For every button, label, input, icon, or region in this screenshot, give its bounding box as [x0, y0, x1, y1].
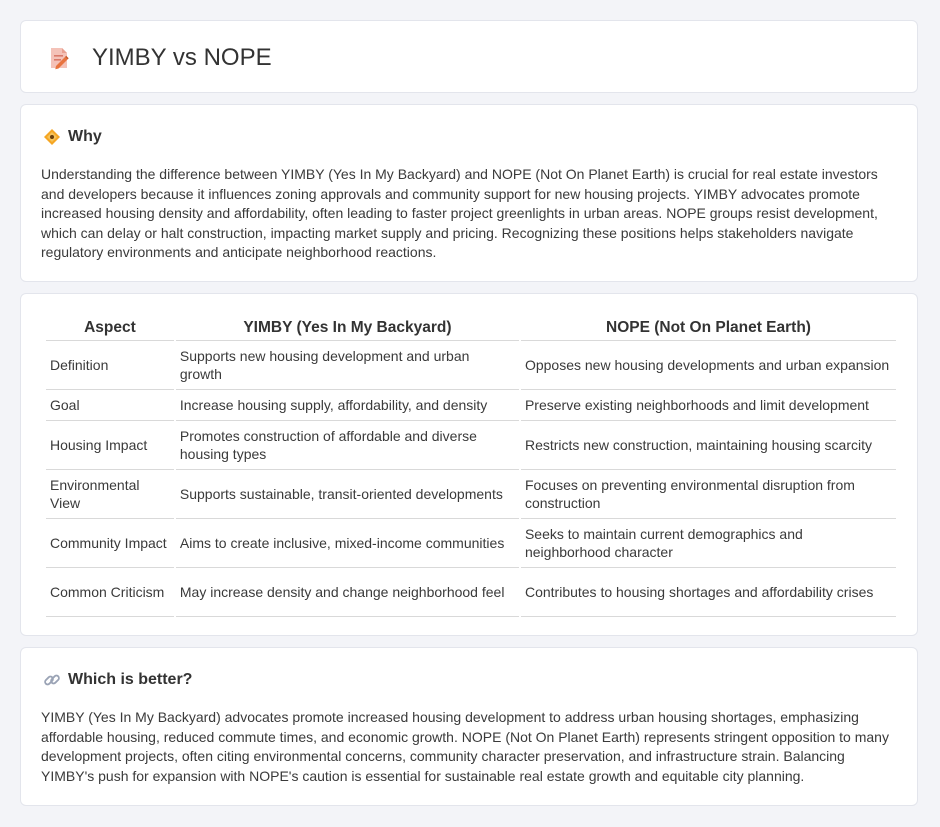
table-header-row — [46, 314, 896, 341]
table-row — [46, 421, 896, 470]
comparison-table — [44, 314, 898, 617]
aspect-cell: Community Impact — [46, 519, 174, 568]
better-heading: Which is better? — [68, 671, 193, 688]
aspect-cell: Definition — [46, 341, 174, 390]
page-title: YIMBY vs NOPE — [92, 44, 272, 71]
yimby-cell: May increase density and change neighborhood feel — [176, 568, 519, 617]
table-row — [46, 519, 896, 568]
yimby-cell: Increase housing supply, affordability, and density — [176, 390, 519, 421]
yimby-cell: Promotes construction of affordable and diverse housing types — [176, 421, 519, 470]
aspect-cell: Environmental View — [46, 470, 174, 519]
aspect-cell: Common Criticism — [46, 568, 174, 617]
link-icon — [43, 671, 61, 689]
table-row — [46, 470, 896, 519]
nope-cell: Restricts new construction, maintaining housing scarcity — [521, 421, 896, 470]
yimby-cell: Aims to create inclusive, mixed-income communities — [176, 519, 519, 568]
nope-cell: Focuses on preventing environmental disruption from construction — [521, 470, 896, 519]
why-section — [20, 104, 918, 282]
nope-cell: Opposes new housing developments and urban expansion — [521, 341, 896, 390]
table-row — [46, 568, 896, 617]
diamond-signal-icon — [43, 128, 61, 146]
comparison-section — [20, 293, 918, 636]
table-row — [46, 341, 896, 390]
nope-cell: Preserve existing neighborhoods and limit development — [521, 390, 896, 421]
which-is-better-section — [20, 647, 918, 806]
header-nope: NOPE (Not On Planet Earth) — [521, 314, 896, 341]
why-heading: Why — [68, 128, 102, 145]
yimby-cell: Supports new housing development and urban growth — [176, 341, 519, 390]
header-yimby: YIMBY (Yes In My Backyard) — [176, 314, 519, 341]
yimby-cell: Supports sustainable, transit-oriented developments — [176, 470, 519, 519]
better-heading-row — [43, 670, 192, 690]
title-card — [20, 20, 918, 93]
nope-cell: Contributes to housing shortages and affordability crises — [521, 568, 896, 617]
nope-cell: Seeks to maintain current demographics and neighborhood character — [521, 519, 896, 568]
table-row — [46, 390, 896, 421]
aspect-cell: Goal — [46, 390, 174, 421]
header-aspect: Aspect — [46, 314, 174, 341]
aspect-cell: Housing Impact — [46, 421, 174, 470]
why-text: Understanding the difference between YIMBY (Yes In My Backyard) and NOPE (Not On Planet Earth) is crucial for real estate investors and developers because it influences zoning approvals and community support for new housing projects. YIMBY advocates promote increased housing density and affordability, often leading to faster project greenlights in urban areas. NOPE groups resist development, which can delay or halt construction, impacting market supply and pricing. Recognizing these positions helps stakeholders navigate regulatory environments and anticipate neighborhood reactions. — [41, 166, 878, 260]
document-pencil-icon — [48, 46, 70, 70]
why-heading-row — [43, 127, 102, 147]
better-text: YIMBY (Yes In My Backyard) advocates promote increased housing development to address urban housing shortages, emphasizing affordable housing, reduced commute times, and economic growth. NOPE (Not On Planet Earth) represents stringent opposition to many development projects, often citing environmental concerns, community character preservation, and infrastructure strain. Balancing YIMBY's push for expansion with NOPE's caution is essential for sustainable real estate growth and equitable city planning. — [41, 709, 889, 784]
